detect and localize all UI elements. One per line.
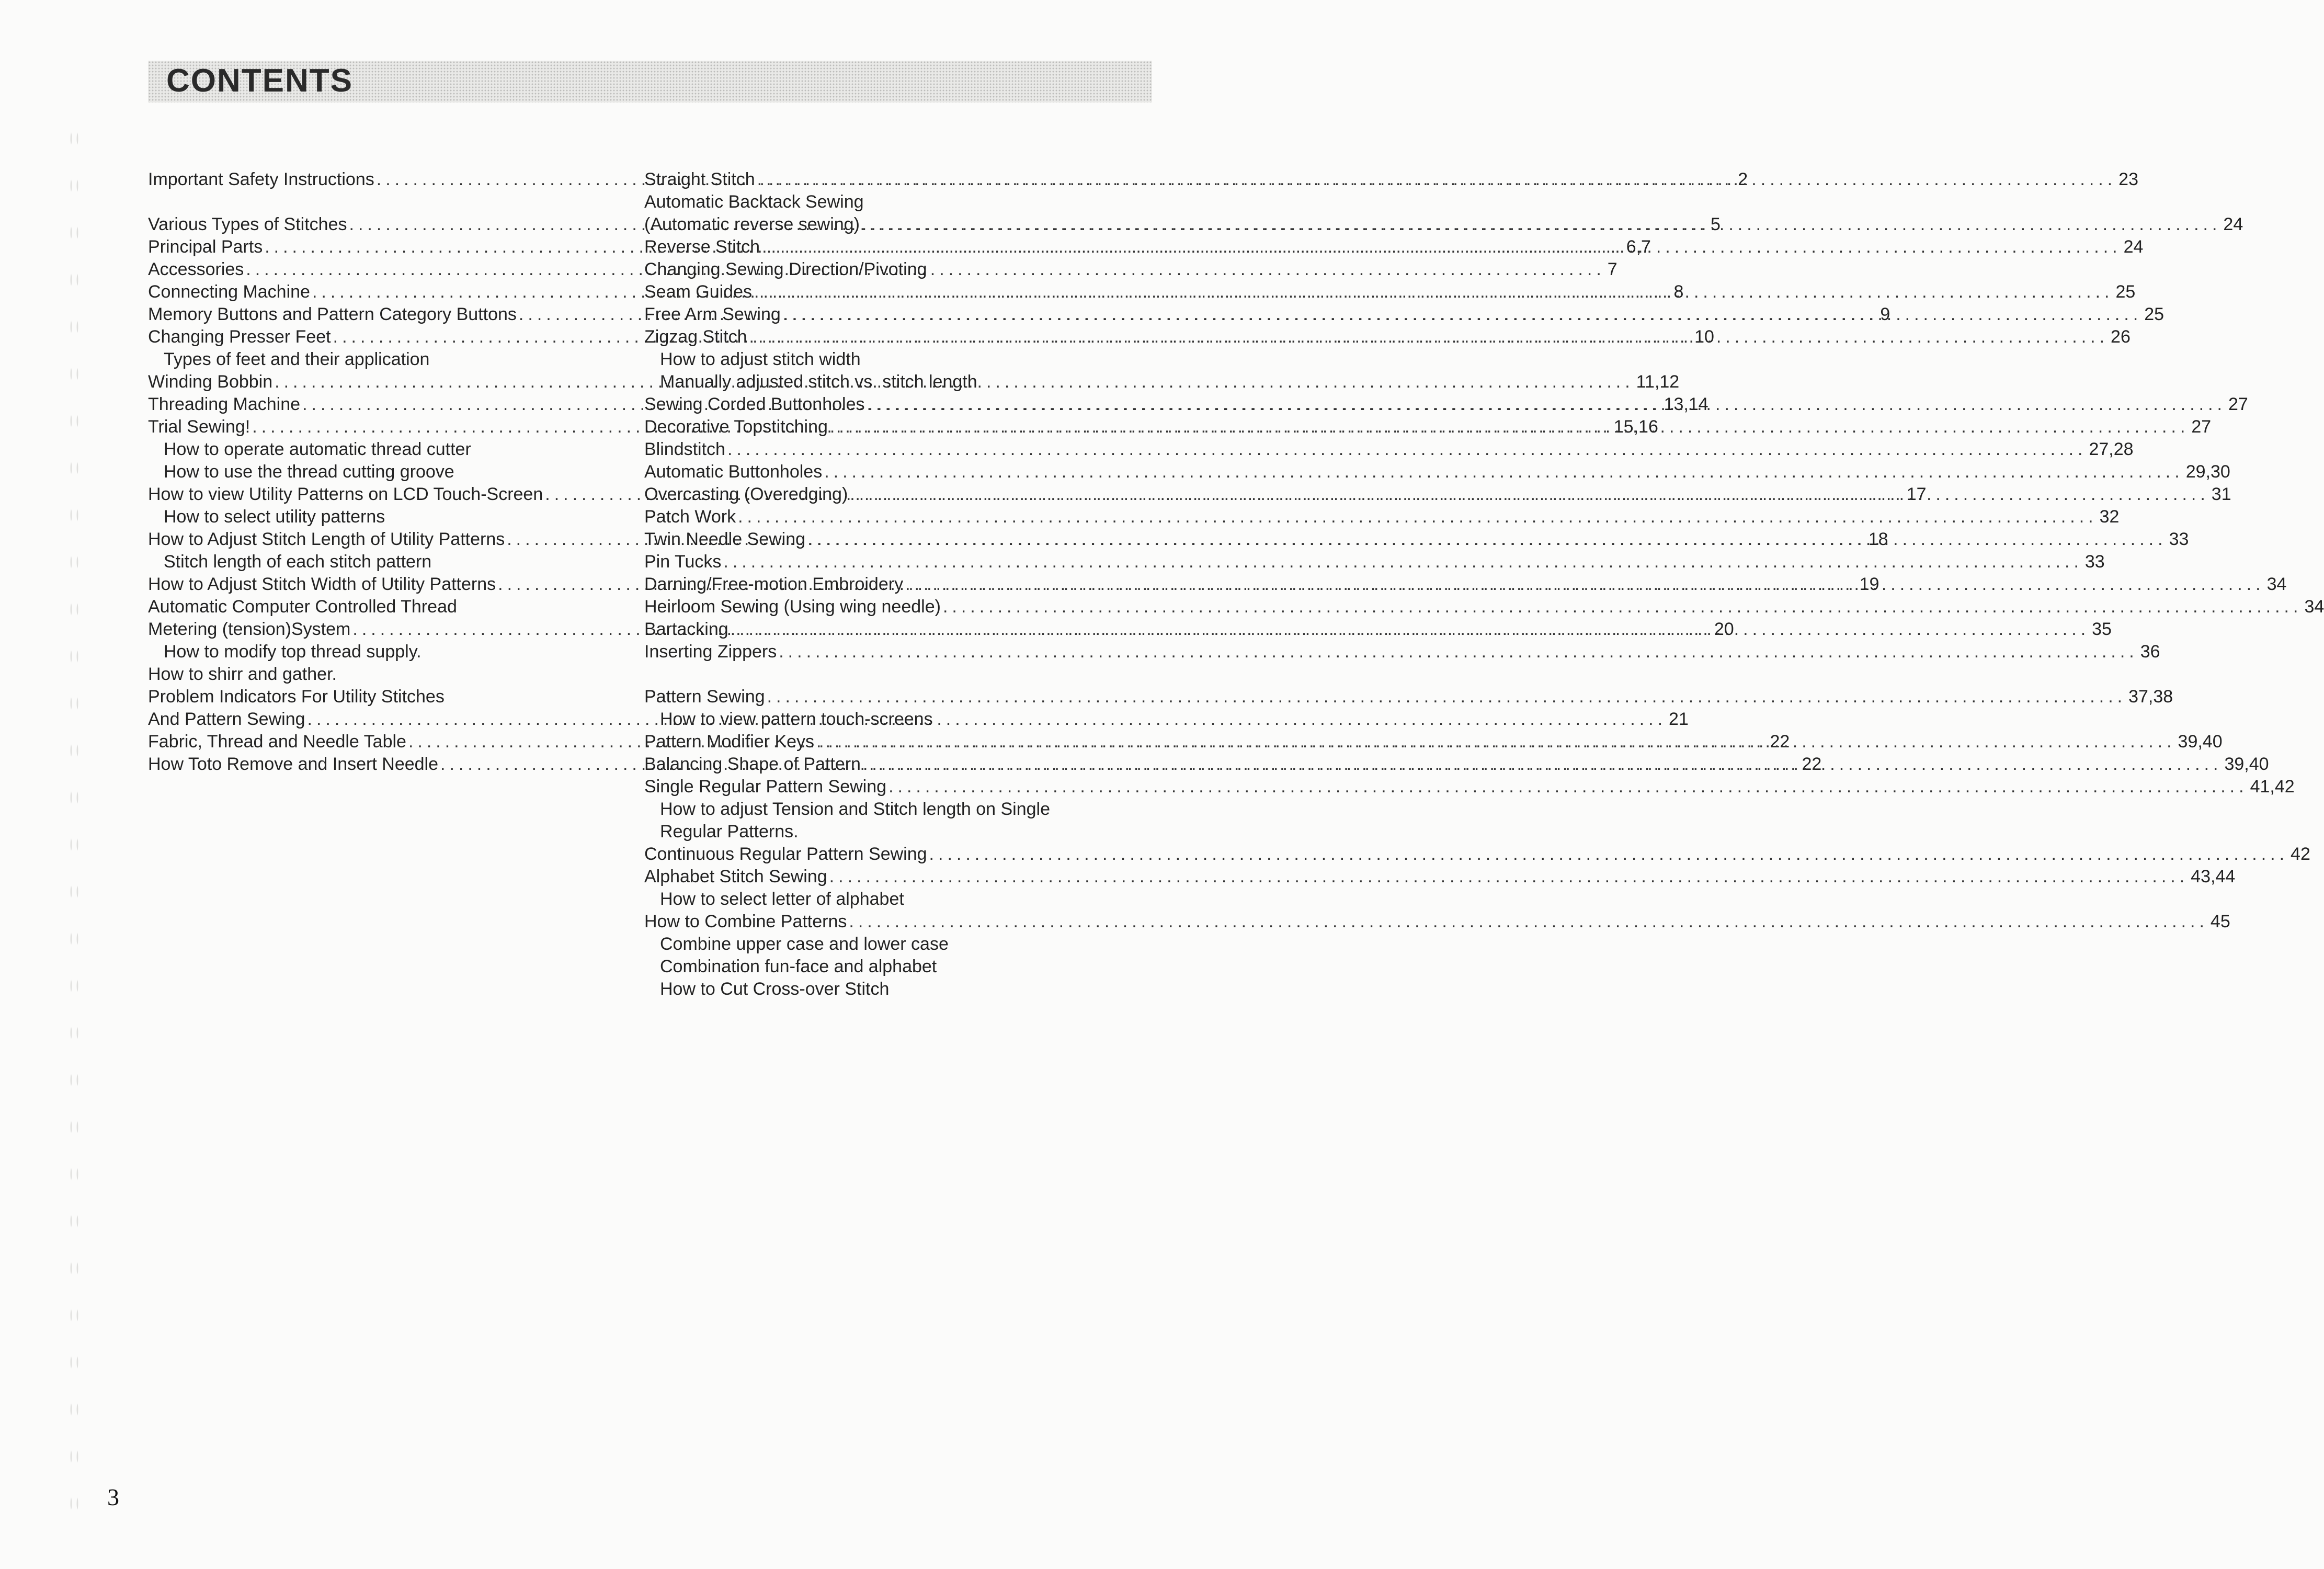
toc-entry-page: 34 (2304, 597, 2324, 617)
toc-entry-page: 20 (1714, 619, 1734, 639)
toc-entry-label: Accessories (148, 259, 244, 279)
toc-entry (644, 708, 1102, 731)
toc-entry-page: 27 (2228, 394, 2248, 414)
toc-entry-label: (Automatic reverse sewing) (644, 214, 860, 234)
toc-entry-page: 35 (2092, 619, 2112, 639)
toc-entry-label: Bartacking (644, 619, 728, 639)
toc-entry-label: How to use the thread cutting groove (164, 462, 454, 482)
toc-entry-page: 19 (1859, 574, 1879, 594)
toc-entry-label: Fabric, Thread and Needle Table (148, 732, 406, 752)
toc-entry-label: How to shirr and gather. (148, 664, 337, 684)
toc-entry-label: Inserting Zippers (644, 642, 777, 662)
toc-entry-label: Single Regular Pattern Sewing (644, 777, 887, 797)
toc-entry-page: 10 (1694, 327, 1714, 347)
toc-entry-label: Patch Work (644, 507, 736, 527)
toc-entry (148, 663, 603, 686)
toc-entry (644, 348, 1102, 371)
toc-entry-page: 32 (2099, 507, 2120, 527)
toc-entry (644, 956, 1102, 978)
toc-entry-label: Reverse Stitch (644, 237, 760, 257)
toc-leader-dots (777, 641, 2140, 663)
toc-leader-dots (781, 303, 2145, 326)
toc-entry-label: Zigzag Stitch (644, 327, 747, 347)
toc-entry (644, 821, 1102, 843)
toc-entry (644, 281, 2136, 303)
toc-entry-page: 13,14 (1664, 394, 1708, 414)
toc-leader-dots (747, 326, 2111, 348)
toc-entry-label: How to select letter of alphabet (660, 889, 904, 909)
toc-entry-label: Straight Stitch (644, 169, 755, 189)
toc-entry (644, 843, 2310, 866)
toc-entry (148, 348, 603, 371)
toc-entry-label: Decorative Topstitching (644, 417, 828, 437)
toc-entry-label: And Pattern Sewing (148, 709, 305, 729)
toc-entry-label: How to adjust stitch width (660, 349, 861, 369)
toc-entry-label: Pin Tucks (644, 552, 722, 572)
toc-entry-label: Overcasting (Overedging) (644, 484, 848, 504)
toc-leader-dots (765, 686, 2129, 708)
toc-entry-page: 42 (2291, 844, 2310, 864)
toc-leader-dots (941, 596, 2305, 618)
toc-entry (148, 438, 603, 461)
toc-entry (644, 461, 2230, 483)
toc-leader-dots (865, 393, 2229, 416)
toc-entry-label: Changing Presser Feet (148, 327, 331, 347)
toc-entry-page: 39,40 (2178, 732, 2223, 752)
toc-entry-page: 11,12 (1636, 372, 1680, 392)
toc-entry-label: Trial Sewing! (148, 417, 250, 437)
toc-entry-label: How to modify top thread supply. (164, 642, 421, 662)
toc-leader-dots (886, 776, 2250, 798)
toc-entry-label: Pattern Modifier Keys (644, 732, 815, 752)
toc-entry-page: 36 (2140, 642, 2160, 662)
toc-entry-page: 22 (1770, 732, 1790, 752)
toc-entry-page: 31 (2211, 484, 2231, 504)
toc-entry-label: Heirloom Sewing (Using wing needle) (644, 597, 941, 617)
page-title: CONTENTS (166, 63, 353, 99)
toc-entry (148, 641, 603, 663)
toc-leader-dots (828, 416, 2192, 438)
toc-leader-dots (822, 461, 2186, 483)
toc-entry-page: 26 (2111, 327, 2131, 347)
toc-entry-page: 33 (2169, 529, 2189, 549)
toc-entry (644, 911, 2230, 933)
toc-entry-page: 29,30 (2185, 462, 2230, 482)
toc-entry-label: How to Adjust Stitch Width of Utility Patterns (148, 574, 496, 594)
toc-entry-page: 18 (1868, 529, 1888, 549)
toc-leader-dots (728, 618, 2092, 641)
toc-entry-label: Automatic Backtack Sewing (644, 192, 864, 212)
toc-leader-dots (760, 236, 2124, 258)
toc-entry (644, 258, 1102, 281)
toc-entry-label: How Toto Remove and Insert Needle (148, 754, 439, 774)
toc-entry (644, 596, 2324, 618)
toc-entry-label: Balancing Shape of Pattern (644, 754, 861, 774)
toc-entry-page: 34 (2266, 574, 2287, 594)
toc-entry-label: Types of feet and their application (164, 349, 430, 369)
toc-entry-label: How to Combine Patterns (644, 912, 847, 931)
toc-entry-label: Automatic Computer Controlled Thread (148, 597, 457, 617)
toc-entry-label: How to Cut Cross-over Stitch (660, 979, 890, 999)
toc-entry-page: 33 (2084, 552, 2105, 572)
toc-entry-label: Winding Bobbin (148, 372, 273, 392)
toc-entry (644, 776, 2295, 798)
page-number: 3 (107, 1484, 119, 1510)
toc-entry-label: Problem Indicators For Utility Stitches (148, 687, 445, 707)
toc-entry-page: 9 (1880, 304, 1890, 324)
toc-entry-label: How to view pattern touch-screens (660, 709, 933, 729)
toc-entry-label: Changing Sewing Direction/Pivoting (644, 259, 927, 279)
toc-entry-page: 22 (1802, 754, 1822, 774)
toc-leader-dots (848, 483, 2212, 506)
toc-entry-label: Darning/Free-motion Embroidery (644, 574, 904, 594)
toc-entry-page: 21 (1669, 709, 1689, 729)
toc-entry-label: Blindstitch (644, 439, 725, 459)
toc-entry-label: Seam Guides (644, 282, 752, 302)
toc-leader-dots (752, 281, 2116, 303)
toc-entry (644, 506, 2120, 528)
toc-entry-page: 39,40 (2224, 754, 2269, 774)
toc-entry-label: How to operate automatic thread cutter (164, 439, 471, 459)
toc-entry (644, 933, 1102, 956)
toc-entry-label: Combine upper case and lower case (660, 934, 949, 954)
toc-entry-page: 41,42 (2250, 777, 2295, 797)
toc-entry-page: 7 (1607, 259, 1617, 279)
toc-entry-page: 27,28 (2089, 439, 2134, 459)
toc-entry-label: Various Types of Stitches (148, 214, 347, 234)
toc-entry-label: Connecting Machine (148, 282, 310, 302)
toc-entry-page: 43,44 (2191, 867, 2236, 886)
toc-entry-label: How to adjust Tension and Stitch length on Single (660, 799, 1050, 819)
toc-entry (644, 641, 2160, 663)
toc-entry-page: 24 (2223, 214, 2243, 234)
toc-entry (644, 888, 1102, 911)
toc-entry (148, 596, 603, 618)
toc-entry-label: Combination fun-face and alphabet (660, 957, 937, 976)
toc-entry-label: Manually adjusted stitch vs. stitch length (660, 372, 977, 392)
toc-leader-dots (827, 866, 2191, 888)
toc-leader-dots (861, 753, 2225, 776)
toc-entry-label: Metering (tension)System (148, 619, 351, 639)
toc-entry (644, 191, 1102, 213)
toc-entry (644, 978, 1102, 1000)
toc-entry (148, 461, 603, 483)
toc-entry-page: 24 (2123, 237, 2144, 257)
scan-margin-marks (68, 115, 78, 1527)
toc-entry-label: Automatic Buttonholes (644, 462, 823, 482)
toc-entry-page: 2 (1738, 169, 1748, 189)
toc-entry-page: 6,7 (1626, 237, 1651, 257)
toc-entry-label: Regular Patterns. (660, 822, 799, 842)
toc-entry-page: 23 (2118, 169, 2138, 189)
toc-entry (148, 506, 603, 528)
toc-leader-dots (847, 911, 2211, 933)
toc-entry-label: Pattern Sewing (644, 687, 765, 707)
toc-entry-label: Threading Machine (148, 394, 301, 414)
toc-leader-dots (805, 528, 2169, 551)
toc-entry (644, 798, 1102, 821)
toc-entry (644, 438, 2134, 461)
toc-entry-page: 27 (2191, 417, 2212, 437)
toc-entry-page: 17 (1906, 484, 1927, 504)
toc-entry (644, 213, 2243, 236)
toc-entry (148, 551, 603, 573)
toc-entry-label: Stitch length of each stitch pattern (164, 552, 432, 572)
toc-entry-page: 5 (1711, 214, 1721, 234)
toc-leader-dots (903, 573, 2267, 596)
toc-entry-label: Memory Buttons and Pattern Category Buttons (148, 304, 517, 324)
toc-leader-dots (814, 731, 2178, 753)
toc-leader-dots (736, 506, 2100, 528)
toc-leader-dots (721, 551, 2085, 573)
toc-entry (148, 686, 603, 708)
toc-entry-page: 37,38 (2128, 687, 2173, 707)
toc-entry-label: Twin Needle Sewing (644, 529, 806, 549)
toc-entry-label: Continuous Regular Pattern Sewing (644, 844, 927, 864)
toc-entry (644, 303, 2164, 326)
toc-leader-dots (755, 168, 2119, 191)
toc-entry (644, 686, 2173, 708)
toc-entry-label: Alphabet Stitch Sewing (644, 867, 827, 886)
toc-entry-page: 15,16 (1613, 417, 1658, 437)
toc-entry-label: Free Arm Sewing (644, 304, 781, 324)
toc-entry (644, 371, 1102, 393)
toc-entry-label: How to view Utility Patterns on LCD Touch-Screen (148, 484, 543, 504)
toc-entry-label: How to Adjust Stitch Length of Utility Patterns (148, 529, 505, 549)
toc-entry-label: Important Safety Instructions (148, 169, 374, 189)
toc-entry (644, 168, 2138, 191)
toc-leader-dots (725, 438, 2089, 461)
toc-entry-page: 25 (2144, 304, 2164, 324)
toc-entry-label: How to select utility patterns (164, 507, 385, 527)
toc-entry (644, 866, 2236, 888)
toc-entry-page: 45 (2210, 912, 2230, 931)
toc-entry (644, 551, 2105, 573)
toc-leader-dots (927, 843, 2291, 866)
toc-entry-label: Sewing Corded Buttonholes (644, 394, 865, 414)
toc-entry-page: 25 (2115, 282, 2136, 302)
toc-leader-dots (860, 213, 2224, 236)
toc-entry-page: 8 (1673, 282, 1684, 302)
toc-entry-label: Principal Parts (148, 237, 263, 257)
